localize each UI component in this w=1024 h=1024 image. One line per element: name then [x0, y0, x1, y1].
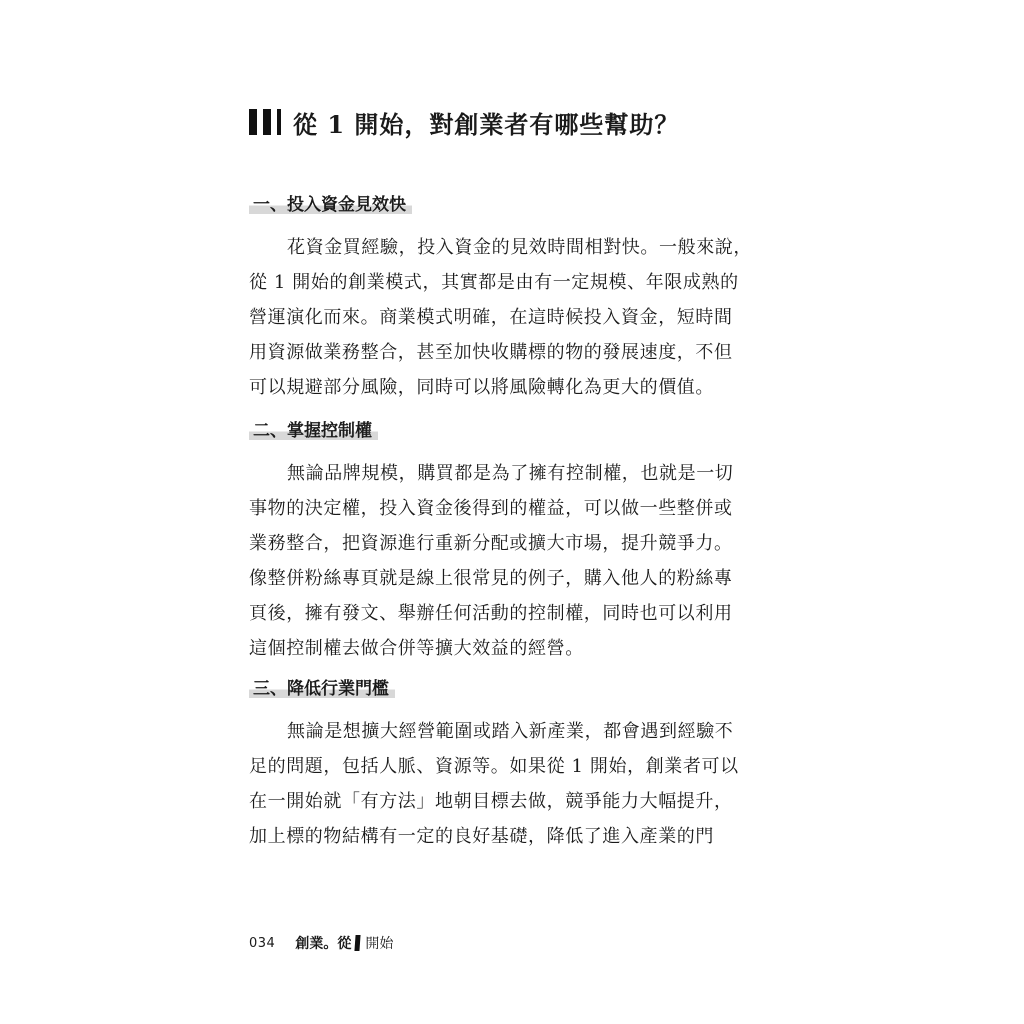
paragraph-line: 營運演化而來。商業模式明確，在這時候投入資金，短時間 [249, 307, 733, 328]
chapter-title: 從 1 開始，對創業者有哪些幫助？ [293, 109, 680, 139]
book-title-suffix: 開始 [365, 936, 394, 952]
paragraph-line: 頁後，擁有發文、舉辦任何活動的控制權，同時也可以利用 [249, 603, 733, 624]
paragraph-line: 像整併粉絲專頁就是線上很常見的例子，購入他人的粉絲專 [249, 568, 733, 589]
paragraph-line: 可以規避部分風險，同時可以將風險轉化為更大的價值。 [249, 377, 714, 398]
section-paragraph [249, 714, 759, 854]
chapter-title-row [249, 104, 679, 140]
paragraph-line: 加上標的物結構有一定的良好基礎，降低了進入產業的門 [249, 826, 714, 847]
section-1 [249, 194, 759, 405]
section-paragraph [249, 230, 759, 405]
paragraph-line: 用資源做業務整合，甚至加快收購標的物的發展速度，不但 [249, 342, 733, 363]
paragraph-line: 無論品牌規模，購買都是為了擁有控制權，也就是一切 [287, 463, 734, 484]
page-number: 034 [249, 935, 276, 951]
page-footer [249, 932, 393, 954]
paragraph-line: 在一開始就「有方法」地朝目標去做，競爭能力大幅提升， [249, 791, 733, 812]
section-2 [249, 420, 759, 666]
section-heading: 二、掌握控制權 [249, 420, 378, 442]
section-heading: 三、降低行業門檻 [249, 678, 395, 700]
section-3 [249, 678, 759, 854]
numeral-one-logo [355, 935, 361, 951]
paragraph-line: 無論是想擴大經營範圍或踏入新產業，都會遇到經驗不 [287, 721, 734, 742]
title-bars-ornament [249, 109, 281, 135]
book-title-prefix: 創業。從 [295, 936, 352, 952]
paragraph-line: 花資金買經驗，投入資金的見效時間相對快。一般來說， [287, 237, 752, 258]
paragraph-line: 業務整合，把資源進行重新分配或擴大市場，提升競爭力。 [249, 533, 733, 554]
paragraph-line: 從 1 開始的創業模式，其實都是由有一定規模、年限成熟的 [249, 272, 739, 293]
section-paragraph [249, 456, 759, 666]
paragraph-line: 足的問題，包括人脈、資源等。如果從 1 開始，創業者可以 [249, 756, 739, 777]
paragraph-line: 這個控制權去做合併等擴大效益的經營。 [249, 638, 584, 659]
section-heading: 一、投入資金見效快 [249, 194, 412, 216]
paragraph-line: 事物的決定權，投入資金後得到的權益，可以做一些整併或 [249, 498, 733, 519]
